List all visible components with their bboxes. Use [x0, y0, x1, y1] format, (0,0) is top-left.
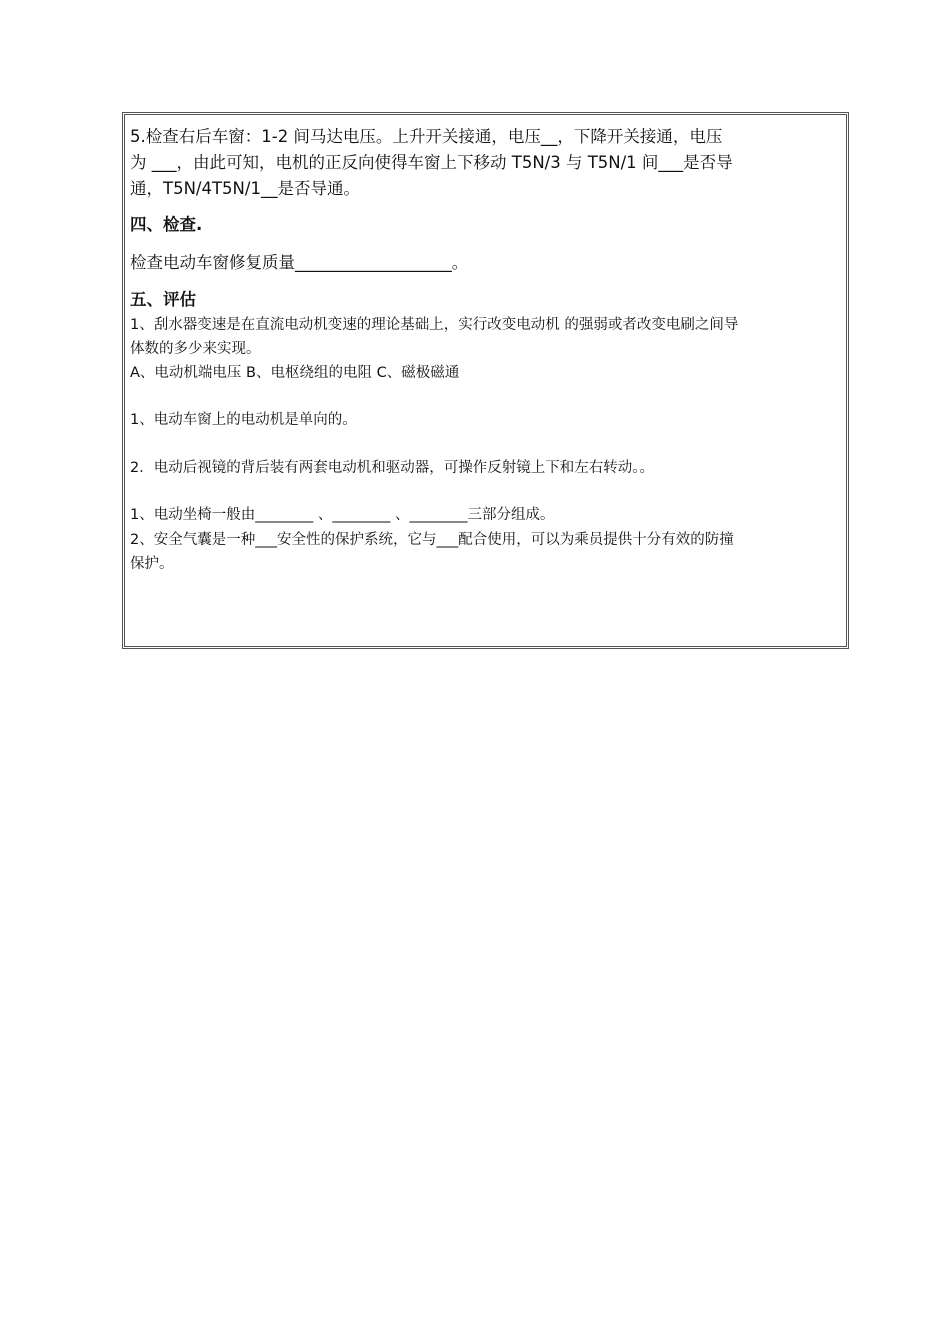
step5-line3: 通，T5N/4T5N/1__是否导通。 [130, 179, 360, 198]
question-1-line1: 1、刮水器变速是在直流电动机变速的理论基础上，实行改变电动机 的强弱或者改变电刷之间导 [130, 317, 739, 333]
question-1-line2: 体数的多少来实现。 [130, 341, 261, 357]
fill-blank-2-line2: 保护。 [130, 556, 174, 572]
true-false-1: 1、电动车窗上的电动机是单向的。 [130, 412, 357, 428]
section-heading-evaluate: 五、评估 [130, 290, 196, 309]
inspect-text: 检查电动车窗修复质量___________________。 [130, 253, 469, 272]
section-heading-inspect: 四、检查. [130, 215, 203, 234]
fill-blank-2-line1: 2、安全气囊是一种___安全性的保护系统，它与___配合使用，可以为乘员提供十分有效的防撞 [130, 532, 734, 548]
step5-line1: 5.检查右后车窗：1-2 间马达电压。上升开关接通，电压__，下降开关接通，电压 [130, 127, 723, 146]
question-1-options: A、电动机端电压 B、电枢绕组的电阻 C、磁极磁通 [130, 365, 460, 381]
true-false-2: 2．电动后视镜的背后装有两套电动机和驱动器，可操作反射镜上下和左右转动。。 [130, 460, 654, 476]
fill-blank-1: 1、电动坐椅一般由________ 、________ 、________三部分组成。 [130, 507, 555, 523]
step5-line2: 为 ___，由此可知，电机的正反向使得车窗上下移动 T5N/3 与 T5N/1 间___是否导 [130, 153, 733, 172]
